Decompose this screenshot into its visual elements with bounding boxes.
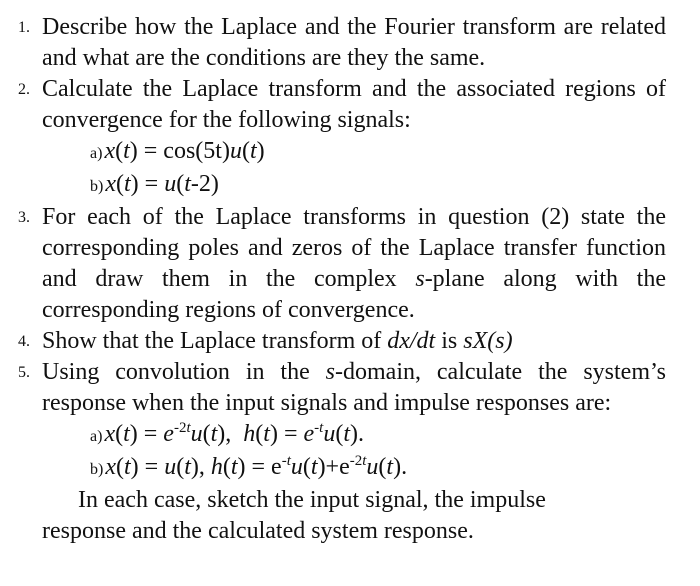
question-text: For each of the Laplace transforms in question (2) state the corresponding poles and zeros of the Laplace transfer function and draw them in the complex — [42, 204, 666, 292]
item-label: a) — [90, 428, 103, 445]
question-text: Describe how the Laplace and the Fourier transform are related and what are the conditions are they the same. — [42, 14, 666, 71]
closing-line-2: response and the calculated system response. — [42, 518, 474, 544]
signal-pair-b: b)x(t) = u(t), $h(t) = e^{-t}u(t)+e^{-2t}u(t)$. — [90, 453, 408, 480]
question-4: 4. Show that the Laplace transform of dx/dt is sX(s) — [18, 326, 666, 357]
question-number: 4. — [18, 333, 30, 350]
signal-pair-a: $a)x(t) = e^{-2t}u(t)$, $h(t) = e^{-t}u(t)$. — [90, 420, 364, 447]
item-label: a) — [90, 145, 103, 162]
question-2 — [18, 74, 666, 136]
item-label: b) — [90, 461, 104, 478]
question-number: 2. — [18, 81, 30, 98]
question-number: 5. — [18, 364, 30, 381]
question-1 — [18, 12, 666, 74]
closing-line-1: In each case, sketch the input signal, the impulse — [78, 487, 546, 513]
question-text: Calculate the Laplace transform and the associated regions of convergence for the following signals: — [42, 76, 666, 133]
item-label: b) — [90, 178, 104, 195]
question-5: 5. Using convolution in the s-domain, calculate the system’s response when the input signals and impulse responses are: — [18, 359, 666, 416]
question-3: 3. For each of the Laplace transforms in question (2) state the corresponding poles and zeros of the Laplace transfer function and draw them in the complex s-plane along with the corresponding regions of convergence. — [18, 204, 667, 323]
question-number: 1. — [18, 19, 30, 36]
signal-a: a)x(t) = cos(5t)u(t) — [90, 138, 265, 164]
question-number: 3. — [18, 209, 30, 226]
signal-b: b)x(t) = u(t-2) — [90, 171, 219, 197]
